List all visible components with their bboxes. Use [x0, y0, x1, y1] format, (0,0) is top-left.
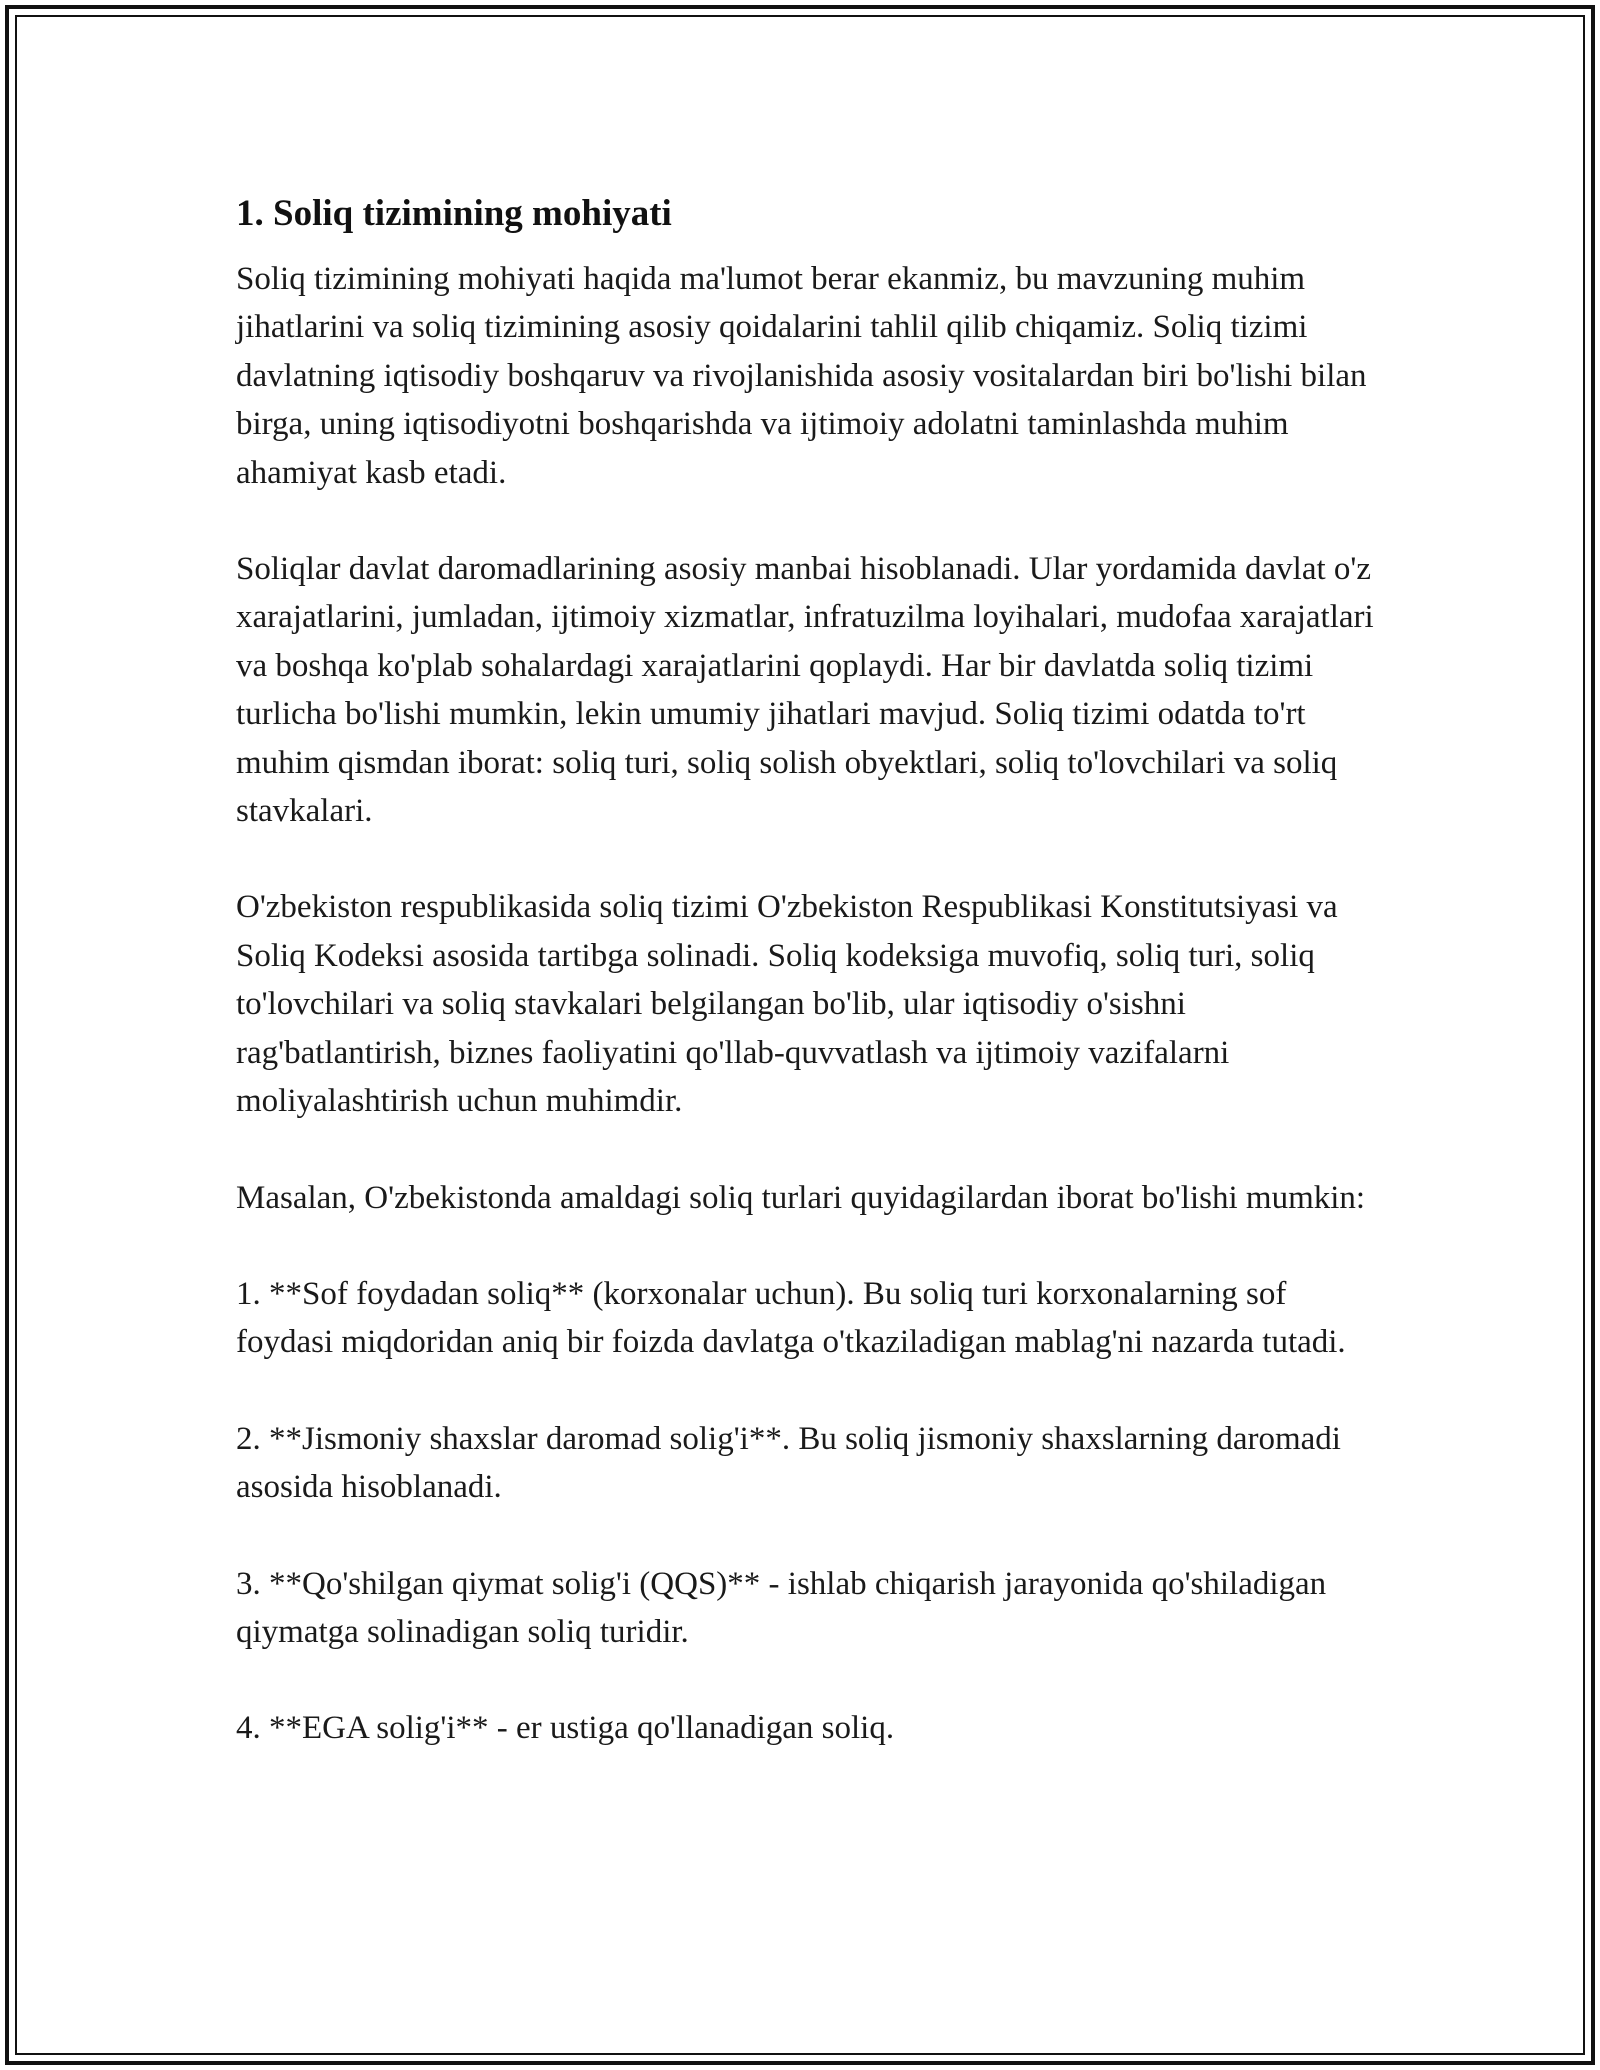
list-item-profit-tax: 1. **Sof foydadan soliq** (korxonalar uchun). Bu soliq turi korxonalarning sof foydasi miqdoridan aniq bir foizda davlatga o'tkaziladigan mablag'ni nazarda tutadi.: [236, 1275, 1346, 1361]
paragraph-tax-types-intro: Masalan, O'zbekistonda amaldagi soliq turlari quyidagilardan iborat bo'lishi mumkin:: [236, 1179, 1366, 1216]
list-item-land-tax: 4. **EGA solig'i** - er ustiga qo'llanadigan soliq.: [236, 1710, 895, 1747]
paragraph-uzbekistan-tax-system: O'zbekiston respublikasida soliq tizimi O'zbekiston Respublikasi Konstitutsiyasi va Soliq Kodeksi asosida tartibga solinadi. Soliq kodeksiga muvofiq, soliq turi, soliq to'lovchilari va soliq stavkalari belgilangan bo'lib, ular iqtisodiy o'sishni rag'batlantirish, biznes faoliyatini qo'llab-quvvatlash va ijtimoiy vazifalarni moliyalashtirish uchun muhimdir.: [236, 889, 1338, 1120]
paragraph-intro: Soliq tizimining mohiyati haqida ma'lumot berar ekanmiz, bu mavzuning muhim jihatlarini va soliq tizimining asosiy qoidalarini tahlil qilib chiqamiz. Soliq tizimi davlatning iqtisodiy boshqaruv va rivojlanishida asosiy vositalardan biri bo'lishi bilan birga, uning iqtisodiyotni boshqarishda va ijtimoiy adolatni taminlashda muhim ahamiyat kasb etadi.: [236, 261, 1367, 491]
page-title: 1. Soliq tizimining mohiyati: [236, 193, 672, 234]
paragraph-tax-revenue: Soliqlar davlat daromadlarining asosiy manbai hisoblanadi. Ular yordamida davlat o'z xarajatlarini, jumladan, ijtimoiy xizmatlar, infratuzilma loyihalari, mudofaa xarajatlari va boshqa ko'plab sohalardagi xarajatlarini qoplaydi. Har bir davlatda soliq tizimi turlicha bo'lishi mumkin, lekin umumiy jihatlari mavjud. Soliq tizimi odatda to'rt muhim qismdan iborat: soliq turi, soliq solish obyektlari, soliq to'lovchilari va soliq stavkalari.: [236, 551, 1374, 830]
document-body: [236, 186, 1376, 1801]
list-item-vat: 3. **Qo'shilgan qiymat solig'i (QQS)** - ishlab chiqarish jarayonida qo'shiladigan qiymatga solinadigan soliq turidir.: [236, 1565, 1327, 1650]
list-item-personal-income-tax: 2. **Jismoniy shaxslar daromad solig'i**. Bu soliq jismoniy shaxslarning daromadi asosida hisoblanadi.: [236, 1420, 1341, 1506]
